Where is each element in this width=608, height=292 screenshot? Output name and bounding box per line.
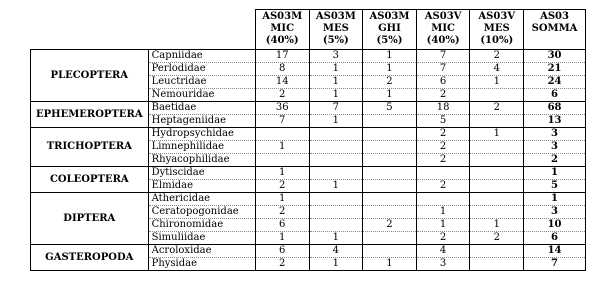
- family-cell: Acroloxidae: [148, 245, 255, 258]
- table-row: [31, 50, 586, 63]
- count-cell: 1: [470, 76, 524, 89]
- header-blank-cell: [31, 10, 256, 50]
- order-cell: EPHEMEROPTERA: [31, 102, 149, 128]
- count-cell: 36: [255, 102, 309, 115]
- count-cell: [309, 154, 363, 167]
- count-cell: [470, 154, 524, 167]
- count-cell: [309, 193, 363, 206]
- count-cell: [363, 193, 417, 206]
- header-as03m-mic: AS03M MIC (40%): [255, 10, 309, 50]
- family-cell: Rhyacophilidae: [148, 154, 255, 167]
- count-cell: [255, 128, 309, 141]
- count-cell: [363, 206, 417, 219]
- count-cell: [363, 232, 417, 245]
- count-cell: 1: [416, 206, 470, 219]
- count-cell: 2: [416, 141, 470, 154]
- count-cell: [470, 193, 524, 206]
- count-cell: 8: [255, 63, 309, 76]
- taxa-table-container: [30, 9, 586, 271]
- table-row: [31, 128, 586, 141]
- count-cell: 6: [255, 245, 309, 258]
- sum-cell: 3: [524, 128, 586, 141]
- count-cell: 1: [255, 232, 309, 245]
- count-cell: [470, 258, 524, 271]
- count-cell: [255, 154, 309, 167]
- count-cell: 7: [255, 115, 309, 128]
- header-as03m-ghi: AS03M GHI (5%): [363, 10, 417, 50]
- sum-cell: 68: [524, 102, 586, 115]
- count-cell: 2: [255, 89, 309, 102]
- count-cell: 1: [363, 89, 417, 102]
- family-cell: Elmidae: [148, 180, 255, 193]
- header-row: [31, 10, 586, 50]
- count-cell: 1: [255, 141, 309, 154]
- count-cell: [309, 141, 363, 154]
- count-cell: 1: [309, 180, 363, 193]
- count-cell: 4: [416, 245, 470, 258]
- count-cell: [363, 154, 417, 167]
- order-cell: TRICHOPTERA: [31, 128, 149, 167]
- order-cell: GASTEROPODA: [31, 245, 149, 271]
- count-cell: 2: [416, 128, 470, 141]
- sum-cell: 6: [524, 89, 586, 102]
- count-cell: [363, 128, 417, 141]
- header-as03v-mic: AS03V MIC (40%): [416, 10, 470, 50]
- count-cell: 2: [416, 180, 470, 193]
- count-cell: 2: [470, 232, 524, 245]
- count-cell: 1: [255, 193, 309, 206]
- sum-cell: 30: [524, 50, 586, 63]
- sum-cell: 1: [524, 167, 586, 180]
- count-cell: 1: [309, 76, 363, 89]
- count-cell: 7: [416, 63, 470, 76]
- count-cell: 7: [416, 50, 470, 63]
- family-cell: Heptageniidae: [148, 115, 255, 128]
- count-cell: 1: [470, 219, 524, 232]
- count-cell: [363, 245, 417, 258]
- count-cell: 1: [309, 258, 363, 271]
- count-cell: 1: [416, 219, 470, 232]
- count-cell: 14: [255, 76, 309, 89]
- count-cell: 17: [255, 50, 309, 63]
- count-cell: 4: [470, 63, 524, 76]
- family-cell: Physidae: [148, 258, 255, 271]
- count-cell: [470, 89, 524, 102]
- count-cell: 2: [255, 206, 309, 219]
- table-row: [31, 167, 586, 180]
- count-cell: 1: [470, 128, 524, 141]
- family-cell: Chironomidae: [148, 219, 255, 232]
- count-cell: 2: [363, 219, 417, 232]
- family-cell: Nemouridae: [148, 89, 255, 102]
- family-cell: Simuliidae: [148, 232, 255, 245]
- count-cell: [470, 115, 524, 128]
- count-cell: 2: [255, 180, 309, 193]
- count-cell: 2: [255, 258, 309, 271]
- order-cell: DIPTERA: [31, 193, 149, 245]
- table-row: [31, 102, 586, 115]
- sum-cell: 3: [524, 206, 586, 219]
- count-cell: 2: [363, 76, 417, 89]
- count-cell: 5: [363, 102, 417, 115]
- count-cell: [470, 167, 524, 180]
- count-cell: [309, 219, 363, 232]
- sum-cell: 3: [524, 141, 586, 154]
- count-cell: 4: [309, 245, 363, 258]
- count-cell: 1: [363, 50, 417, 63]
- count-cell: 6: [255, 219, 309, 232]
- count-cell: 3: [309, 50, 363, 63]
- count-cell: [363, 167, 417, 180]
- family-cell: Capniidae: [148, 50, 255, 63]
- family-cell: Baetidae: [148, 102, 255, 115]
- sum-cell: 1: [524, 193, 586, 206]
- count-cell: 1: [363, 63, 417, 76]
- header-as03v-mes: AS03V MES (10%): [470, 10, 524, 50]
- count-cell: 2: [416, 89, 470, 102]
- table-row: [31, 193, 586, 206]
- sum-cell: 14: [524, 245, 586, 258]
- family-cell: Limnephilidae: [148, 141, 255, 154]
- sum-cell: 24: [524, 76, 586, 89]
- sum-cell: 10: [524, 219, 586, 232]
- count-cell: [470, 180, 524, 193]
- table-body: [31, 50, 586, 271]
- count-cell: [363, 115, 417, 128]
- family-cell: Athericidae: [148, 193, 255, 206]
- count-cell: 1: [309, 89, 363, 102]
- count-cell: [416, 193, 470, 206]
- family-cell: Perlodidae: [148, 63, 255, 76]
- sum-cell: 13: [524, 115, 586, 128]
- header-as03m-mes: AS03M MES (5%): [309, 10, 363, 50]
- count-cell: 1: [255, 167, 309, 180]
- sum-cell: 6: [524, 232, 586, 245]
- table-row: [31, 245, 586, 258]
- count-cell: [470, 141, 524, 154]
- count-cell: [309, 167, 363, 180]
- sum-cell: 5: [524, 180, 586, 193]
- count-cell: 1: [309, 232, 363, 245]
- family-cell: Ceratopogonidae: [148, 206, 255, 219]
- count-cell: 18: [416, 102, 470, 115]
- order-cell: PLECOPTERA: [31, 50, 149, 102]
- count-cell: [416, 167, 470, 180]
- count-cell: 2: [470, 102, 524, 115]
- count-cell: [470, 245, 524, 258]
- header-as03-somma: AS03 SOMMA: [524, 10, 586, 50]
- sum-cell: 7: [524, 258, 586, 271]
- count-cell: 2: [470, 50, 524, 63]
- count-cell: 1: [309, 115, 363, 128]
- count-cell: [309, 128, 363, 141]
- taxa-count-table: [30, 9, 586, 271]
- count-cell: 7: [309, 102, 363, 115]
- count-cell: 3: [416, 258, 470, 271]
- count-cell: [363, 141, 417, 154]
- family-cell: Hydropsychidae: [148, 128, 255, 141]
- family-cell: Dytiscidae: [148, 167, 255, 180]
- count-cell: 1: [309, 63, 363, 76]
- order-cell: COLEOPTERA: [31, 167, 149, 193]
- count-cell: 1: [363, 258, 417, 271]
- count-cell: [363, 180, 417, 193]
- count-cell: 2: [416, 232, 470, 245]
- family-cell: Leuctridae: [148, 76, 255, 89]
- count-cell: [470, 206, 524, 219]
- sum-cell: 2: [524, 154, 586, 167]
- count-cell: 6: [416, 76, 470, 89]
- count-cell: 5: [416, 115, 470, 128]
- sum-cell: 21: [524, 63, 586, 76]
- count-cell: [309, 206, 363, 219]
- count-cell: 2: [416, 154, 470, 167]
